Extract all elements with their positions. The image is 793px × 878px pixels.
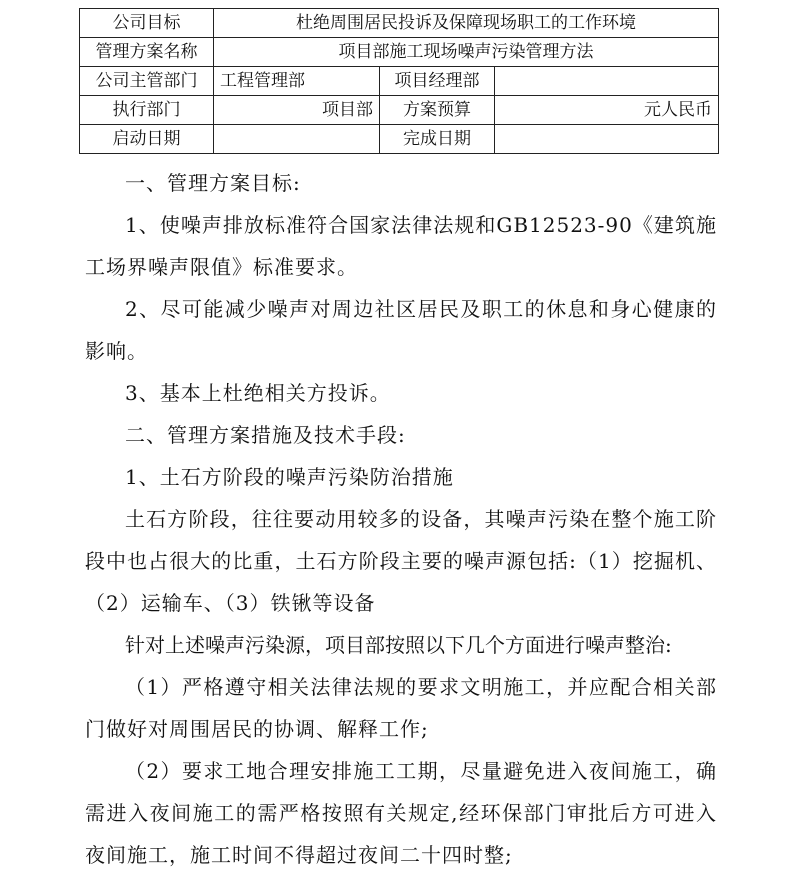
budget-label: 方案预算 bbox=[380, 96, 495, 125]
table-row bbox=[80, 67, 719, 96]
table-row bbox=[80, 125, 719, 154]
executing-dept-value: 项目部 bbox=[214, 96, 380, 125]
paragraph-earthwork-sources: 土石方阶段，往往要动用较多的设备，其噪声污染在整个施工阶段中也占很大的比重，土石方阶段主要的噪声源包括:（1）挖掘机、（2）运输车、（3）铁锹等设备 bbox=[85, 507, 717, 615]
start-date-value bbox=[214, 125, 380, 154]
end-date-value bbox=[495, 125, 719, 154]
company-goal-label: 公司目标 bbox=[80, 9, 214, 38]
table-row bbox=[80, 38, 719, 67]
supervising-dept-value: 工程管理部 bbox=[214, 67, 380, 96]
plan-name-value: 项目部施工现场噪声污染管理方法 bbox=[214, 38, 719, 67]
goal-item-1: 1、使噪声排放标准符合国家法律法规和GB12523-90《建筑施工场界噪声限值》标准要求。 bbox=[85, 213, 717, 279]
start-date-label: 启动日期 bbox=[80, 125, 214, 154]
project-manager-dept-label: 项目经理部 bbox=[380, 67, 495, 96]
table-row bbox=[80, 9, 719, 38]
document-body bbox=[85, 162, 717, 876]
goal-item-3: 3、基本上杜绝相关方投诉。 bbox=[125, 381, 391, 405]
budget-value: 元人民币 bbox=[495, 96, 719, 125]
supervising-dept-label: 公司主管部门 bbox=[80, 67, 214, 96]
goal-item-2: 2、尽可能减少噪声对周边社区居民及职工的休息和身心健康的影响。 bbox=[85, 297, 717, 363]
table-row bbox=[80, 96, 719, 125]
end-date-label: 完成日期 bbox=[380, 125, 495, 154]
executing-dept-label: 执行部门 bbox=[80, 96, 214, 125]
section-heading-goals: 一、管理方案目标: bbox=[125, 171, 301, 195]
measure-item-1: （1）严格遵守相关法律法规的要求文明施工，并应配合相关部门做好对周围居民的协调、解释工作; bbox=[85, 675, 717, 741]
section-heading-measures: 二、管理方案措施及技术手段: bbox=[125, 423, 406, 447]
plan-name-label: 管理方案名称 bbox=[80, 38, 214, 67]
project-manager-dept-value bbox=[495, 67, 719, 96]
company-goal-value: 杜绝周围居民投诉及保障现场职工的工作环境 bbox=[214, 9, 719, 38]
subsection-heading-earthwork: 1、土石方阶段的噪声污染防治措施 bbox=[125, 465, 454, 489]
plan-info-table bbox=[79, 8, 719, 154]
paragraph-remediation-intro: 针对上述噪声污染源，项目部按照以下几个方面进行噪声整治: bbox=[125, 633, 672, 657]
measure-item-2: （2）要求工地合理安排施工工期，尽量避免进入夜间施工，确需进入夜间施工的需严格按照有关规定,经环保部门审批后方可进入夜间施工，施工时间不得超过夜间二十四时整; bbox=[85, 759, 717, 867]
